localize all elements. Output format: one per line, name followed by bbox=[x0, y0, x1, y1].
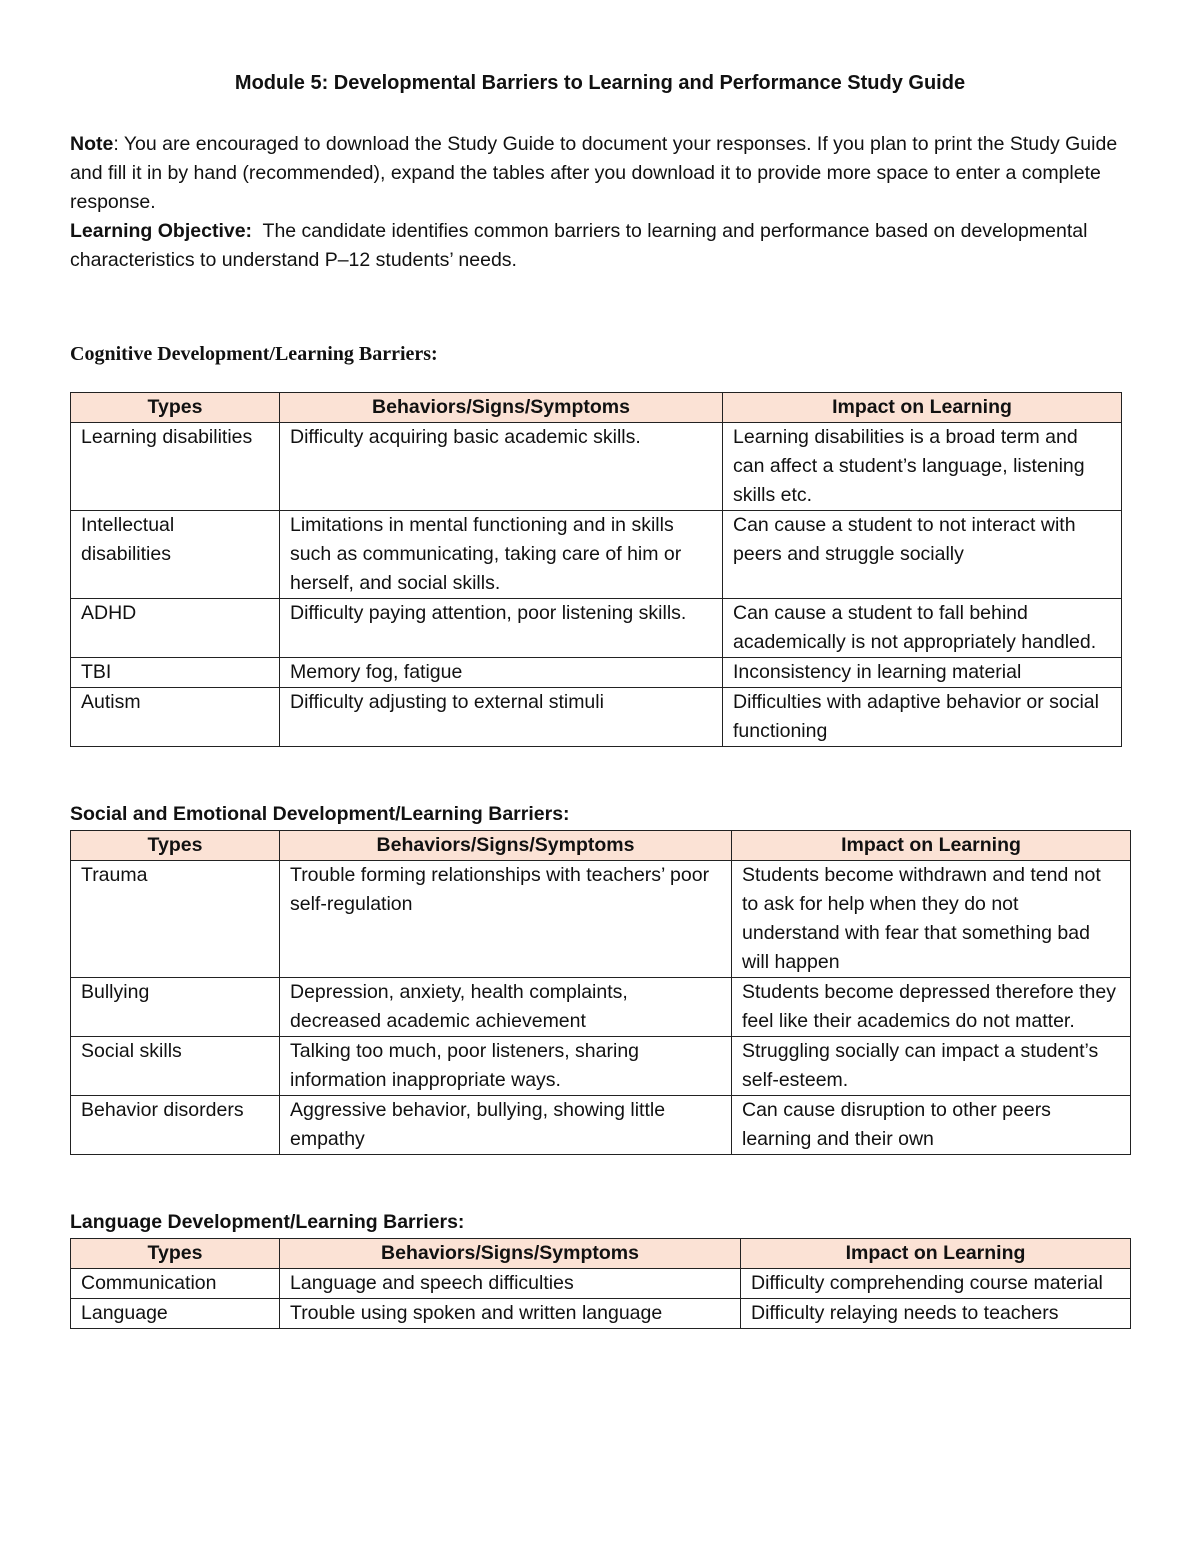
cell-type: Autism bbox=[71, 688, 280, 747]
cell-impact: Can cause disruption to other peers learning and their own bbox=[732, 1096, 1131, 1155]
table-row bbox=[71, 1096, 1131, 1155]
cell-type: ADHD bbox=[71, 599, 280, 658]
cell-type: Bullying bbox=[71, 978, 280, 1037]
cell-behaviors: Language and speech difficulties bbox=[280, 1269, 741, 1299]
table-row bbox=[71, 1299, 1131, 1329]
cell-impact: Learning disabilities is a broad term and can affect a student’s language, listening skills etc. bbox=[723, 423, 1122, 511]
cell-behaviors: Difficulty acquiring basic academic skills. bbox=[280, 423, 723, 511]
header-types: Types bbox=[71, 1239, 280, 1269]
cognitive-table bbox=[70, 392, 1122, 747]
table-row bbox=[71, 423, 1122, 511]
cell-behaviors: Difficulty adjusting to external stimuli bbox=[280, 688, 723, 747]
social-heading: Social and Emotional Development/Learning Barriers: bbox=[70, 803, 570, 825]
intro-text bbox=[70, 130, 1130, 275]
cell-behaviors: Trouble using spoken and written language bbox=[280, 1299, 741, 1329]
header-behaviors: Behaviors/Signs/Symptoms bbox=[280, 831, 732, 861]
cell-behaviors: Aggressive behavior, bullying, showing little empathy bbox=[280, 1096, 732, 1155]
objective-text: The candidate identifies common barriers to learning and performance based on developmental characteristics to understand P–12 students’ needs. bbox=[70, 220, 1093, 271]
header-impact: Impact on Learning bbox=[723, 393, 1122, 423]
table-row bbox=[71, 599, 1122, 658]
cell-type: Communication bbox=[71, 1269, 280, 1299]
cell-impact: Struggling socially can impact a student’s self-esteem. bbox=[732, 1037, 1131, 1096]
header-types: Types bbox=[71, 393, 280, 423]
language-heading: Language Development/Learning Barriers: bbox=[70, 1211, 465, 1233]
cell-impact: Students become depressed therefore they feel like their academics do not matter. bbox=[732, 978, 1131, 1037]
cell-impact: Difficulty relaying needs to teachers bbox=[741, 1299, 1131, 1329]
cell-impact: Difficulty comprehending course material bbox=[741, 1269, 1131, 1299]
table-header-row bbox=[71, 831, 1131, 861]
cell-type: Social skills bbox=[71, 1037, 280, 1096]
objective-paragraph bbox=[70, 217, 1130, 275]
cell-behaviors: Depression, anxiety, health complaints, decreased academic achievement bbox=[280, 978, 732, 1037]
table-header-row bbox=[71, 393, 1122, 423]
table-header-row bbox=[71, 1239, 1131, 1269]
cell-behaviors: Limitations in mental functioning and in skills such as communicating, taking care of him or herself, and social skills. bbox=[280, 511, 723, 599]
cell-type: Intellectual disabilities bbox=[71, 511, 280, 599]
cell-type: Trauma bbox=[71, 861, 280, 978]
social-table bbox=[70, 830, 1131, 1155]
header-behaviors: Behaviors/Signs/Symptoms bbox=[280, 1239, 741, 1269]
table-row bbox=[71, 1037, 1131, 1096]
objective-label: Learning Objective: bbox=[70, 220, 253, 242]
table-row bbox=[71, 658, 1122, 688]
table-row bbox=[71, 511, 1122, 599]
note-paragraph bbox=[70, 130, 1130, 217]
cell-impact: Can cause a student to not interact with peers and struggle socially bbox=[723, 511, 1122, 599]
cell-impact: Can cause a student to fall behind academically is not appropriately handled. bbox=[723, 599, 1122, 658]
header-types: Types bbox=[71, 831, 280, 861]
table-row bbox=[71, 861, 1131, 978]
language-table bbox=[70, 1238, 1131, 1329]
table-row bbox=[71, 688, 1122, 747]
cell-behaviors: Talking too much, poor listeners, sharing information inappropriate ways. bbox=[280, 1037, 732, 1096]
table-row bbox=[71, 1269, 1131, 1299]
cell-behaviors: Memory fog, fatigue bbox=[280, 658, 723, 688]
cell-type: TBI bbox=[71, 658, 280, 688]
cell-type: Behavior disorders bbox=[71, 1096, 280, 1155]
table-row bbox=[71, 978, 1131, 1037]
cell-type: Learning disabilities bbox=[71, 423, 280, 511]
cell-behaviors: Difficulty paying attention, poor listening skills. bbox=[280, 599, 723, 658]
cell-impact: Difficulties with adaptive behavior or social functioning bbox=[723, 688, 1122, 747]
cell-impact: Inconsistency in learning material bbox=[723, 658, 1122, 688]
cognitive-heading: Cognitive Development/Learning Barriers: bbox=[70, 343, 438, 365]
cell-impact: Students become withdrawn and tend not to ask for help when they do not understand with fear that something bad will happen bbox=[732, 861, 1131, 978]
header-impact: Impact on Learning bbox=[741, 1239, 1131, 1269]
note-label: Note bbox=[70, 133, 114, 155]
page-title: Module 5: Developmental Barriers to Learning and Performance Study Guide bbox=[234, 72, 966, 94]
header-impact: Impact on Learning bbox=[732, 831, 1131, 861]
note-text: : You are encouraged to download the Study Guide to document your responses. If you plan to print the Study Guide and fill it in by hand (recommended), expand the tables after you download it to provide more space to enter a complete response. bbox=[70, 133, 1118, 213]
cell-behaviors: Trouble forming relationships with teachers’ poor self-regulation bbox=[280, 861, 732, 978]
header-behaviors: Behaviors/Signs/Symptoms bbox=[280, 393, 723, 423]
cell-type: Language bbox=[71, 1299, 280, 1329]
